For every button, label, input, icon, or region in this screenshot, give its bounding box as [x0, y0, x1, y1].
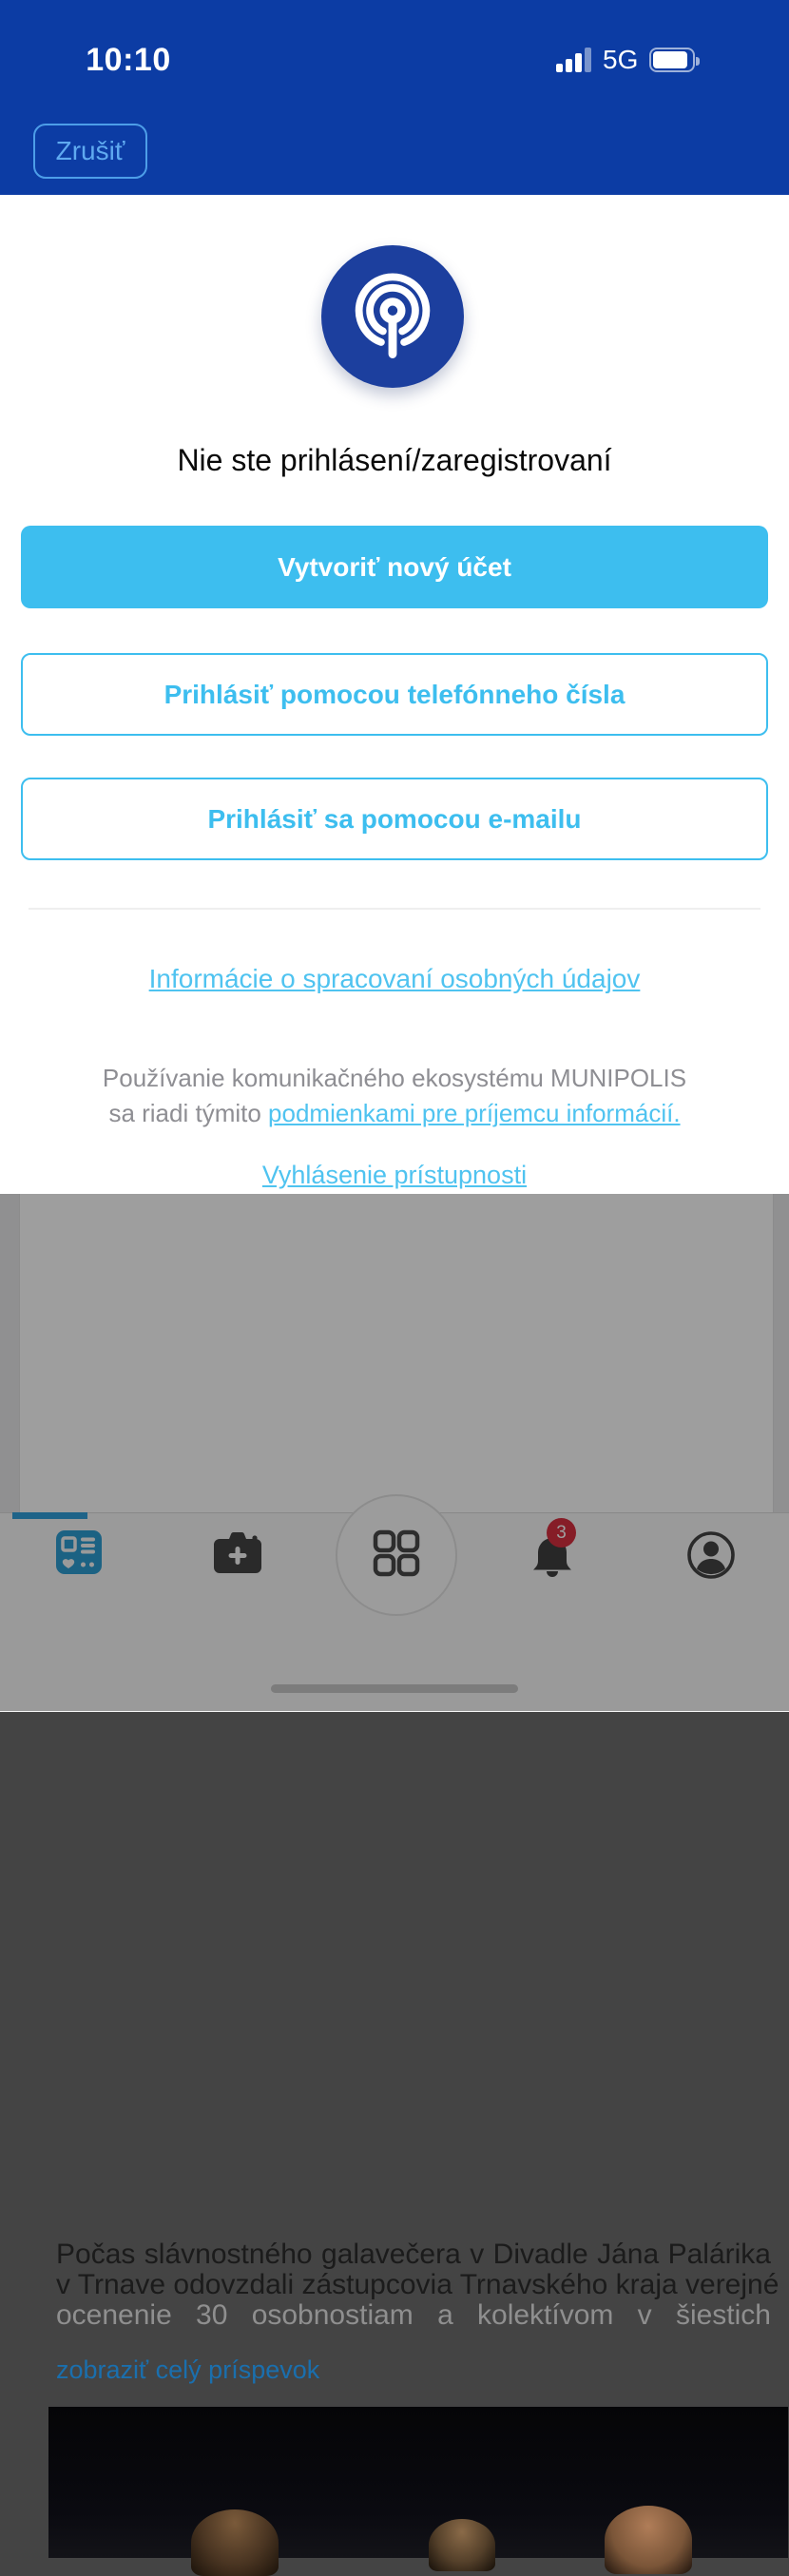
login-phone-button[interactable]: Prihlásiť pomocou telefónneho čísla — [21, 653, 768, 736]
login-headline: Nie ste prihlásení/zaregistrovaní — [177, 443, 612, 477]
terms-line2-prefix: sa riadi týmito — [108, 1099, 269, 1127]
create-account-button[interactable]: Vytvoriť nový účet — [21, 526, 768, 608]
terms-text — [0, 1061, 789, 1131]
accessibility-link[interactable]: Vyhlásenie prístupnosti — [261, 1161, 528, 1189]
photo-person — [429, 2519, 495, 2571]
terms-conditions-link[interactable]: podmienkami pre príjemcu informácií. — [268, 1099, 681, 1127]
photo-person — [605, 2506, 692, 2574]
status-time: 10:10 — [86, 42, 171, 78]
status-icons — [556, 44, 765, 76]
show-full-post-link[interactable]: zobraziť celý príspevok — [56, 2355, 320, 2384]
signal-bars-icon — [556, 48, 591, 72]
post-text-line-faded: ocenenie 30 osobnostiam a kolektívom v šiestich — [56, 2299, 771, 2331]
munipolis-beacon-icon — [321, 245, 464, 388]
accessibility-link-row — [0, 1161, 789, 1190]
post-text-line: v Trnave odovzdali zástupcovia Trnavského kraja verejné — [56, 2269, 779, 2300]
cancel-button[interactable]: Zrušiť — [33, 124, 147, 179]
post-text — [56, 2239, 779, 2331]
post-text-line: Počas slávnostného galavečera v Divadle Jána Palárika — [56, 2239, 771, 2270]
modal-header — [0, 0, 789, 195]
privacy-info-link-row — [0, 964, 789, 994]
battery-icon — [649, 48, 695, 72]
privacy-info-link[interactable]: Informácie o spracovaní osobných údajov — [148, 964, 641, 993]
terms-line1: Používanie komunikačného ekosystému MUNIPOLIS — [102, 1064, 687, 1092]
notification-count: 3 — [556, 1522, 567, 1543]
photo-person — [191, 2509, 279, 2576]
divider — [29, 908, 760, 910]
post-photo[interactable] — [48, 2407, 788, 2558]
modal-dim-overlay — [0, 1190, 789, 1711]
login-modal — [0, 0, 789, 1194]
login-email-button[interactable]: Prihlásiť sa pomocou e-mailu — [21, 778, 768, 860]
network-type-label: 5G — [603, 45, 639, 74]
